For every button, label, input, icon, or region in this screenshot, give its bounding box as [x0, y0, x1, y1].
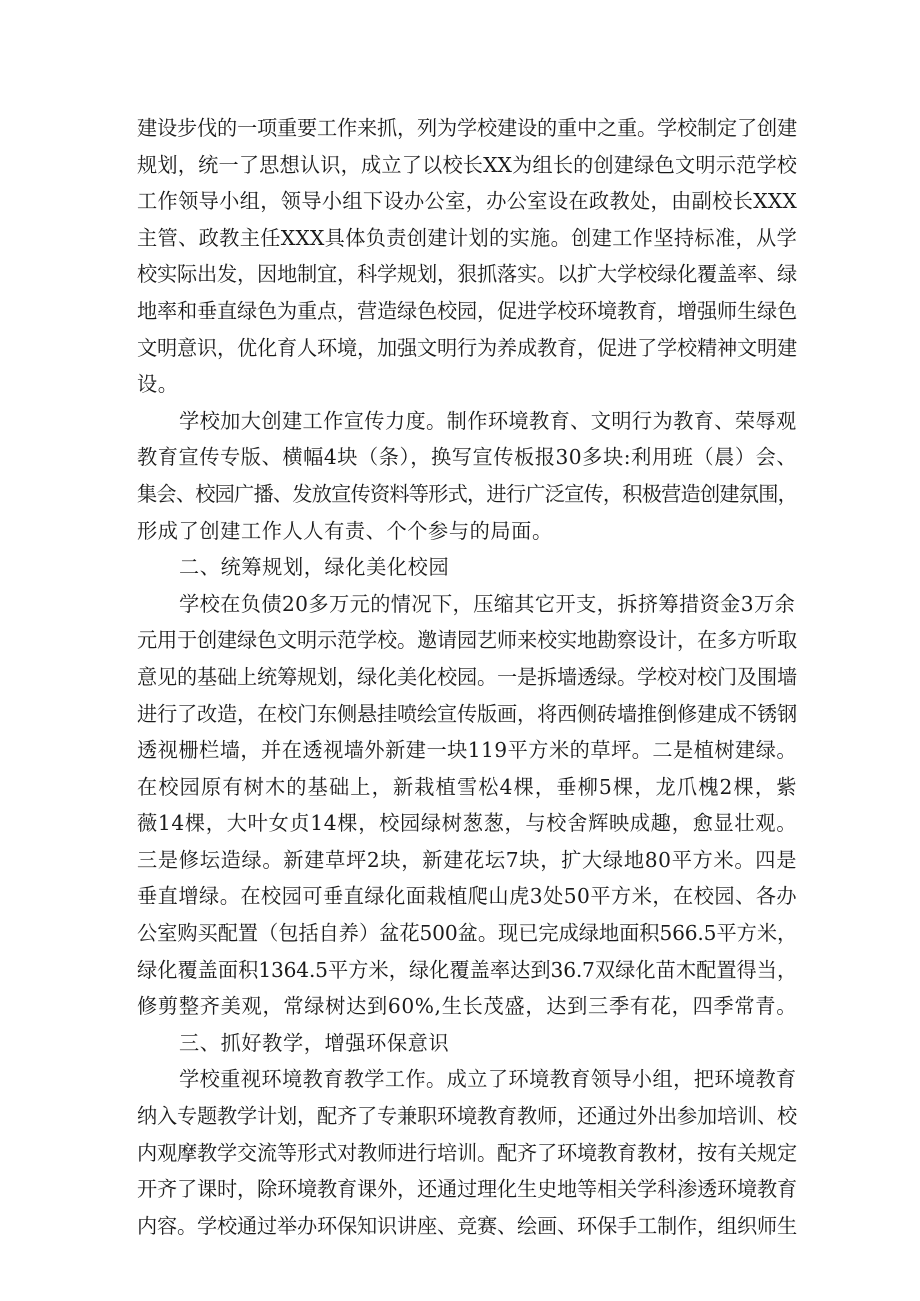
- section-heading: 三、抓好教学，增强环保意识: [179, 1030, 450, 1055]
- paragraph-first-line: 学校重视环境教育教学工作。成立了环境教育领导小组，把环境教育: [179, 1067, 797, 1092]
- text-line: 主管、政教主任XXX具体负责创建计划的实施。创建工作坚持标准，从学: [137, 225, 797, 250]
- text-line: 集会、校园广播、发放宣传资料等形式，进行广泛宣传，积极营造创建氛围，: [137, 481, 797, 506]
- text-line: 意见的基础上统筹规划，绿化美化校园。一是拆墙透绿。学校对校门及围墙: [137, 664, 797, 689]
- document-body: [137, 110, 797, 1244]
- text-line: 修剪整齐美观，常绿树达到60%,生长茂盛，达到三季有花，四季常青。: [137, 994, 797, 1019]
- text-line: 形成了创建工作人人有责、个个参与的局面。: [137, 518, 553, 543]
- text-line: 绿化覆盖面积1364.5平方米，绿化覆盖率达到36.7双绿化苗木配置得当，: [137, 957, 797, 982]
- text-line: 文明意识，优化育人环境，加强文明行为养成教育，促进了学校精神文明建: [137, 335, 797, 360]
- text-line: 垂直增绿。在校园可垂直绿化面栽植爬山虎3处50平方米，在校园、各办: [137, 884, 797, 909]
- text-line: 开齐了课时，除环境教育课外，还通过理化生史地等相关学科渗透环境教育: [137, 1177, 797, 1202]
- text-line: 地率和垂直绿色为重点，营造绿色校园，促进学校环境教育，增强师生绿色: [137, 298, 797, 323]
- text-line: 内观摩教学交流等形式对教师进行培训。配齐了环境教育教材，按有关规定: [137, 1140, 797, 1165]
- section-heading: 二、统筹规划，绿化美化校园: [179, 555, 450, 580]
- text-line: 透视栅栏墙，并在透视墙外新建一块119平方米的草坪。二是植树建绿。: [137, 738, 797, 763]
- text-line: 在校园原有树木的基础上，新栽植雪松4棵，垂柳5棵，龙爪槐2棵，紫: [137, 774, 797, 799]
- text-line: 进行了改造，在校门东侧悬挂喷绘宣传版画，将西侧砖墙推倒修建成不锈钢: [137, 701, 797, 726]
- text-line: 薇14棵，大叶女贞14棵，校园绿树葱葱，与校舍辉映成趣，愈显壮观。: [137, 811, 797, 836]
- paragraph-first-line: 学校加大创建工作宣传力度。制作环境教育、文明行为教育、荣辱观: [179, 408, 797, 433]
- text-line: 三是修坛造绿。新建草坪2块，新建花坛7块，扩大绿地80平方米。四是: [137, 847, 797, 872]
- text-line: 元用于创建绿色文明示范学校。邀请园艺师来校实地勘察设计，在多方听取: [137, 628, 797, 653]
- text-line: 规划，统一了思想认识，成立了以校长XX为组长的创建绿色文明示范学校: [137, 152, 797, 177]
- text-line: 校实际出发，因地制宜，科学规划，狠抓落实。以扩大学校绿化覆盖率、绿: [137, 262, 797, 287]
- text-line: 内容。学校通过举办环保知识讲座、竞赛、绘画、环保手工制作，组织师生: [137, 1213, 797, 1238]
- text-line: 建设步伐的一项重要工作来抓，列为学校建设的重中之重。学校制定了创建: [137, 116, 797, 140]
- text-line: 纳入专题教学计划，配齐了专兼职环境教育教师，还通过外出参加培训、校: [137, 1104, 797, 1129]
- text-line: 设。: [137, 372, 179, 397]
- paragraph-first-line: 学校在负债20多万元的情况下，压缩其它开支，拆挤筹措资金3万余: [179, 591, 796, 616]
- text-line: 教育宣传专版、横幅4块（条），换写宣传板报30多块:利用班（晨）会、: [137, 445, 797, 470]
- text-line: 公室购买配置（包括自养）盆花500盆。现已完成绿地面积566.5平方米，: [137, 921, 797, 946]
- text-line: 工作领导小组，领导小组下设办公室，办公室设在政教处，由副校长XXX: [137, 189, 797, 214]
